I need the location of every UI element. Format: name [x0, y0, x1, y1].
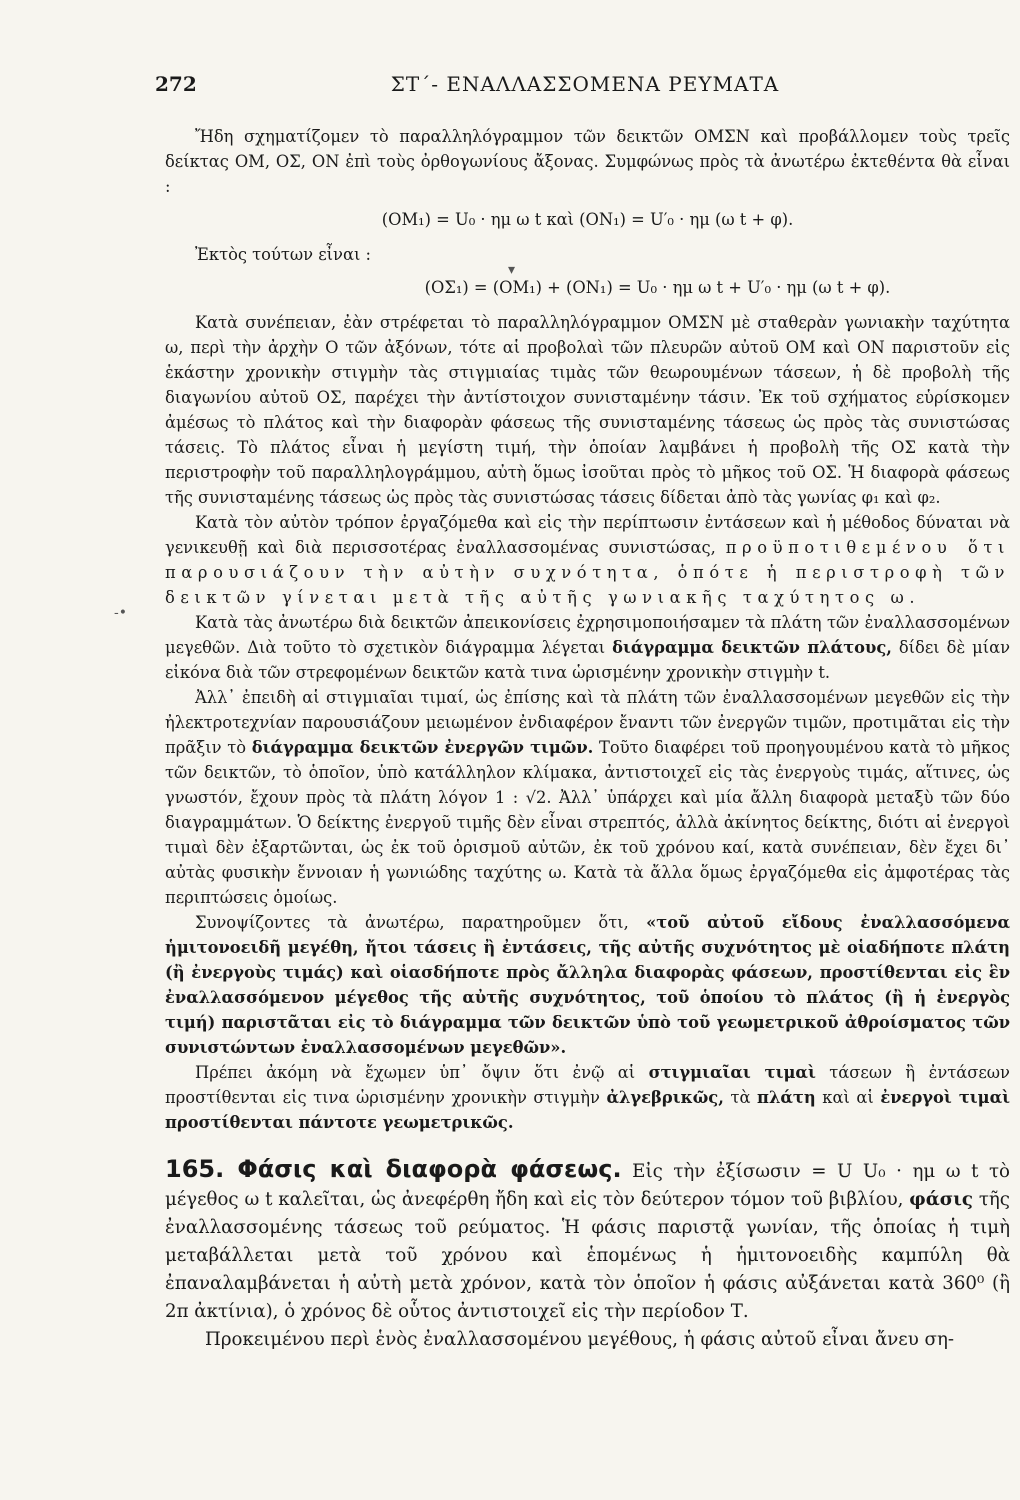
- paragraph-6-text-end: Τοῦτο διαφέρει τοῦ προηγουμένου κατὰ τὸ μῆκος τῶν δεικτῶν, τὸ ὁποῖον, ὑπὸ κατάλληλον κλίμακα, ἀντιστοιχεῖ εἰς τὰς ἐνεργοὺς τιμάς, αἵτινες, ὡς γνωστόν, ἔχουν πρὸς τὰ πλάτη λόγον 1 : √2. Ἀλλ᾽ ὑπάρχει καὶ μία ἄλλη διαφορὰ μεταξὺ τῶν δύο διαγραμμάτων. Ὁ δείκτης ἐνεργοῦ τιμῆς δὲν εἶναι στρεπτός, ἀλλὰ ἀκίνητος δείκτης, διότι αἱ ἐνεργοὶ τιμαὶ δὲν ἐξαρτῶνται, ὡς ἐκ τοῦ ὁρισμοῦ αὐτῶν, ἐκ τοῦ χρόνου καί, κατὰ συνέπειαν, δὲν ἔχει δι᾽ αὐτὰς φυσικὴν ἔννοιαν ἡ γωνιώδης ταχύτης ω. Κατὰ τὰ ἄλλα ὅμως ἐργαζόμεθα εἰς ἀμφοτέρας τὰς περιπτώσεις ὁμοίως.: [165, 738, 1010, 907]
- equation-1: (ΟΜ₁) = U₀ · ημ ω t καὶ (ΟΝ₁) = U′₀ · ημ (ω t + φ).: [381, 210, 794, 229]
- scan-mark: ▾: [508, 262, 516, 278]
- running-title: ΣΤ΄- ΕΝΑΛΛΑΣΣΟΜΕΝΑ ΡΕΥΜΑΤΑ: [390, 72, 780, 96]
- paragraph-8-text-3: τὰ: [730, 1088, 751, 1107]
- paragraph-8-text-2: τάσεων ἢ ἐντάσεων προστίθενται εἰς τινα ὡρισμένην χρονικὴν στιγμὴν: [165, 1063, 1010, 1107]
- paragraph-5-text-end: δίδει δὲ μίαν εἰκόνα διὰ τῶν στρεφομένων δεικτῶν κατὰ τινα ὡρισμένην χρονικὴν στιγμὴν t.: [165, 638, 1010, 682]
- paragraph-7-text: Συνοψίζοντες τὰ ἀνωτέρω, παρατηροῦμεν ὅτι,: [195, 913, 629, 932]
- paragraph-5-text: Κατὰ τὰς ἀνωτέρω διὰ δεικτῶν ἀπεικονίσεις ἐχρησιμοποιήσαμεν τὰ πλάτη τῶν ἐναλλασσομένων μεγεθῶν. Διὰ τοῦτο τὸ σχετικὸν διάγραμμα λέγεται: [165, 613, 1010, 657]
- term-geometric: ἐνεργοὶ τιμαὶ προστίθενται πάντοτε γεωμετρικῶς.: [165, 1088, 1010, 1132]
- section-text: Εἰς τὴν ἐξίσωσιν = U U₀ · ημ ω t τὸ μέγεθος ω t καλεῖται, ὡς ἀνεφέρθη ἤδη καὶ εἰς τὸν δεύτερον τόμον τοῦ βιβλίου,: [165, 1161, 1010, 1210]
- term-amplitude-diagram: διάγραμμα δεικτῶν πλάτους,: [612, 638, 892, 657]
- paragraph-7: [165, 910, 1010, 1060]
- term-amplitudes: πλάτη: [757, 1088, 816, 1107]
- scan-mark: -•: [114, 605, 127, 621]
- section-165-paragraph-1: [165, 1155, 1010, 1326]
- section-165-paragraph-2: Προκειμένου περὶ ἑνὸς ἐναλλασσομένου μεγέθους, ἡ φάσις αὐτοῦ εἶναι ἄνευ ση-: [205, 1329, 955, 1350]
- paragraph-8: [165, 1060, 1010, 1135]
- paragraph-2: Ἐκτὸς τούτων εἶναι :: [195, 245, 371, 264]
- paragraph-4-text: Κατὰ τὸν αὐτὸν τρόπον ἐργαζόμεθα καὶ εἰς τὴν περίπτωσιν ἐντάσεων καὶ ἡ μέθοδος δύναται νὰ γενικευθῇ καὶ διὰ περισσοτέρας ἐναλλασσομένας συνιστώσας,: [165, 513, 1010, 557]
- equation-2: (ΟΣ₁) = (ΟΜ₁) + (ΟΝ₁) = U₀ · ημ ω t + U′₀ · ημ (ω t + φ).: [424, 278, 891, 297]
- page-number: 272: [155, 72, 197, 96]
- section-heading: 165. Φάσις καὶ διαφορὰ φάσεως.: [165, 1155, 622, 1183]
- paragraph-8-text: Πρέπει ἀκόμη νὰ ἔχωμεν ὑπ᾽ ὄψιν ὅτι ἐνῷ αἱ: [195, 1063, 636, 1082]
- term-algebraically: ἀλγεβρικῶς,: [606, 1088, 724, 1107]
- paragraph-6-text: Ἀλλ᾽ ἐπειδὴ αἱ στιγμιαῖαι τιμαί, ὡς ἐπίσης καὶ τὰ πλάτη τῶν ἐναλλασσομένων μεγεθῶν εἰς τὴν ἠλεκτροτεχνίαν παρουσιάζουν μειωμένον ἐνδιαφέρον ἔναντι τῶν ἐνεργῶν τιμῶν, προτιμᾶται εἰς τὴν πρᾶξιν τὸ: [165, 688, 1010, 757]
- summary-rule: «τοῦ αὐτοῦ εἴδους ἐναλλασσόμενα ἡμιτονοειδῆ μεγέθη, ἤτοι τάσεις ἢ ἐντάσεις, τῆς αὐτῆς συχνότητος μὲ οἱαδήποτε πλάτη (ἢ ἐνεργοὺς τιμάς) καὶ οἱασδήποτε πρὸς ἄλληλα διαφορὰς φάσεων, προστίθενται εἰς ἓν ἐναλλασσόμενον μέγεθος τῆς αὐτῆς συχνότητος, τοῦ ὁποίου τὸ πλάτος (ἢ ἡ ἐνεργὸς τιμή) παριστᾶται εἰς τὸ διάγραμμα τῶν δεικτῶν ὑπὸ τοῦ γεωμετρικοῦ ἀθροίσματος τῶν συνιστώντων ἐναλλασσομένων μεγεθῶν».: [165, 913, 1010, 1057]
- paragraph-8-text-4: καὶ αἱ: [822, 1088, 874, 1107]
- paragraph-6: [165, 685, 1010, 910]
- paragraph-4-spaced-text: προϋποτιθεμένου ὅτι παρουσιάζουν τὴν αὐτὴν συχνότητα, ὁπότε ἡ περιστροφὴ τῶν δεικτῶν γίνεται μετὰ τῆς αὐτῆς γωνιακῆς ταχύτητος ω.: [165, 538, 1010, 607]
- page-body: [165, 124, 1010, 1354]
- term-effective-diagram: διάγραμμα δεικτῶν ἐνεργῶν τιμῶν.: [251, 738, 594, 757]
- term-phase: φάσις: [909, 1189, 973, 1210]
- paragraph-3: Κατὰ συνέπειαν, ἐὰν στρέφεται τὸ παραλληλόγραμμον ΟΜΣΝ μὲ σταθερὰν γωνιακὴν ταχύτητα ω, περὶ τὴν ἀρχὴν Ο τῶν ἀξόνων, τότε αἱ προβολαὶ τῶν πλευρῶν αὐτοῦ ΟΜ καὶ ΟΝ παριστοῦν εἰς ἑκάστην χρονικὴν στιγμὴν τὰς στιγμιαίας τιμὰς τῶν θεωρουμένων τάσεων, ἡ δὲ προβολὴ τῆς διαγωνίου αὐτοῦ ΟΣ, παρέχει τὴν ἀντίστοιχον συνισταμένην τάσιν. Ἐκ τοῦ σχήματος εὑρίσκομεν ἀμέσως τὸ πλάτος καὶ τὴν διαφορὰν φάσεως τῆς συνισταμένης τάσεως ὡς πρὸς τὰς συνιστώσας τάσεις. Τὸ πλάτος εἶναι ἡ μεγίστη τιμή, τὴν ὁποίαν λαμβάνει ἡ προβολὴ τῆς ΟΣ κατὰ τὴν περιστροφὴν τοῦ παραλληλογράμμου, αὐτὴ ὅμως ἰσοῦται πρὸς τὸ μῆκος τοῦ ΟΣ. Ἡ διαφορὰ φάσεως τῆς συνισταμένης τάσεως ὡς πρὸς τὰς συνιστώσας τάσεις δίδεται ἀπὸ τὰς γωνίας φ₁ καὶ φ₂.: [165, 313, 1010, 507]
- term-instantaneous: στιγμιαῖαι τιμαὶ: [648, 1063, 816, 1082]
- paragraph-4: [165, 510, 1010, 610]
- paragraph-1: Ἤδη σχηματίζομεν τὸ παραλληλόγραμμον τῶν δεικτῶν ΟΜΣΝ καὶ προβάλλομεν τοὺς τρεῖς δείκτας ΟΜ, ΟΣ, ΟΝ ἐπὶ τοὺς ὀρθογωνίους ἄξονας. Συμφώνως πρὸς τὰ ἀνωτέρω ἐκτεθέντα θὰ εἶναι :: [165, 127, 1010, 196]
- paragraph-5: [165, 610, 1010, 685]
- page-header: [155, 72, 1015, 102]
- section-text-end: τῆς ἐναλλασσομένης τάσεως τοῦ ρεύματος. Ἡ φάσις παριστᾷ γωνίαν, τῆς ὁποίας ἡ τιμὴ μεταβάλλεται μετὰ τοῦ χρόνου καὶ ἑπομένως ἡ ἡμιτονοειδὴς καμπύλη θὰ ἐπαναλαμβάνεται ἡ αὐτὴ μετὰ χρόνον, κατὰ τὸν ὁποῖον ἡ φάσις αὐξάνεται κατὰ 360⁰ (ἢ 2π ἀκτίνια), ὁ χρόνος δὲ οὗτος ἀντιστοιχεῖ εἰς τὴν περίοδον Τ.: [165, 1189, 1010, 1322]
